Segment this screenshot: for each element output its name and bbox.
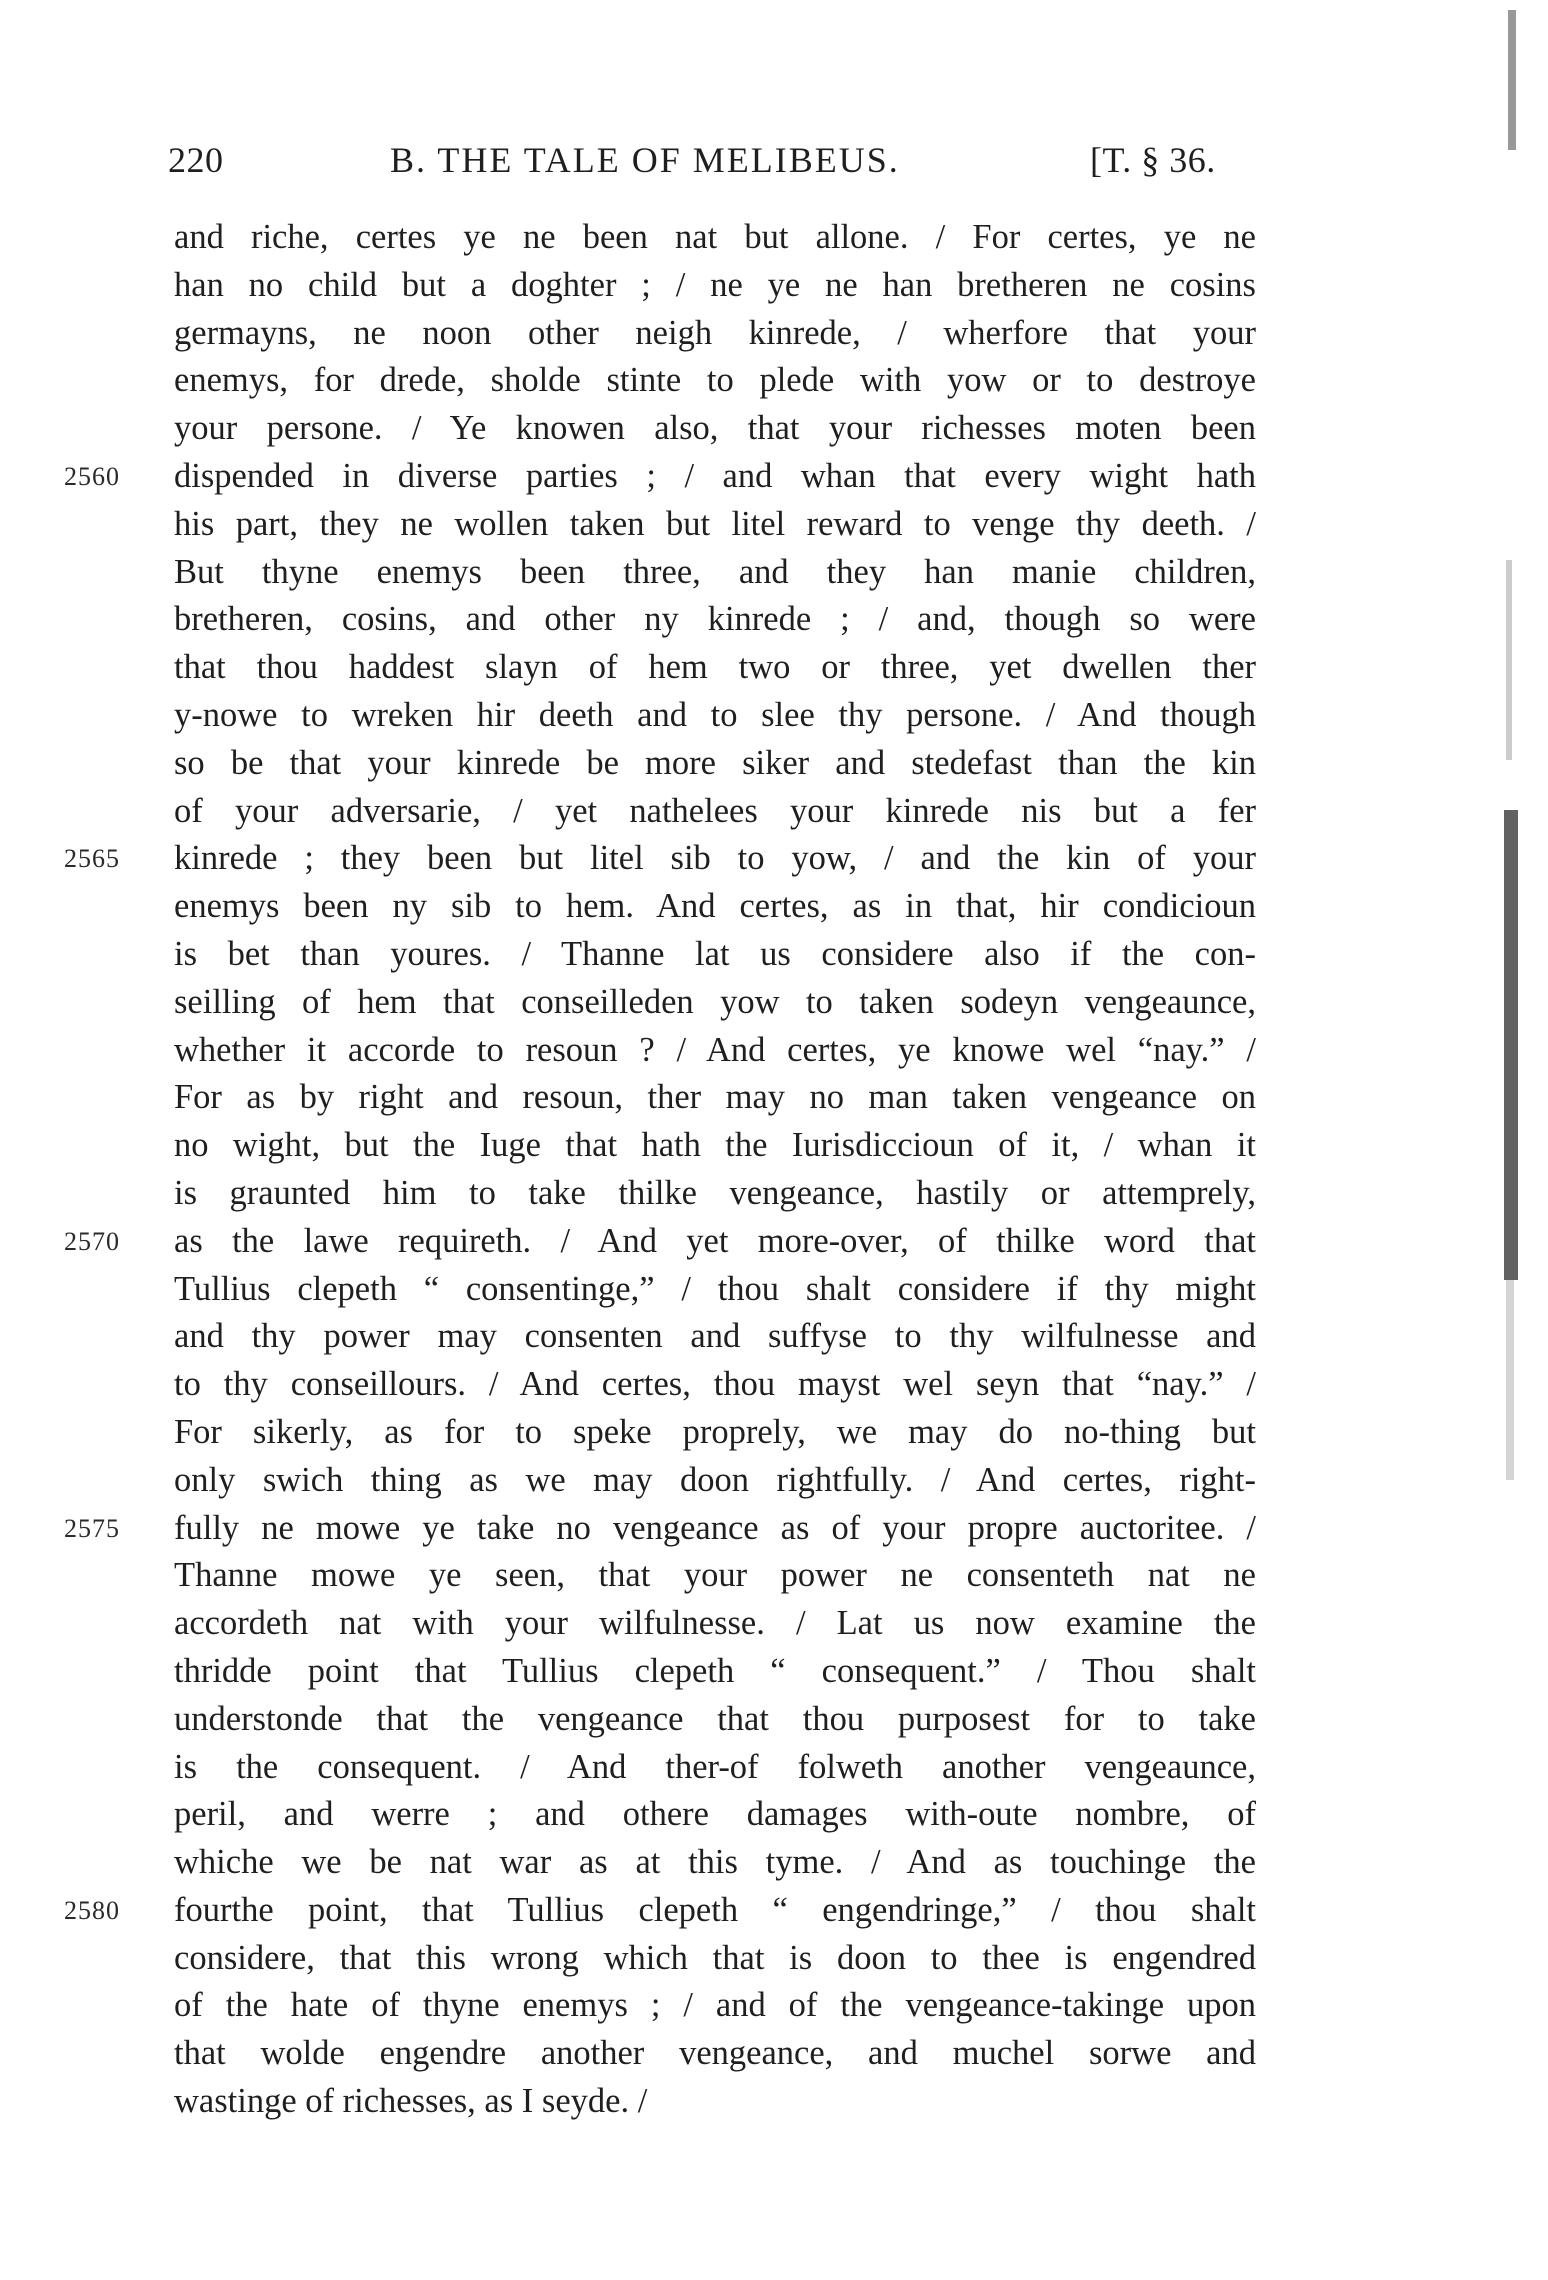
- line-text: that thou haddest slayn of hem two or three, yet dwellen ther: [174, 648, 1256, 687]
- line-text: that wolde engendre another vengeance, and muchel sorwe and: [174, 2034, 1256, 2073]
- text-line: [64, 835, 1256, 883]
- line-text: fourthe point, that Tullius clepeth “ engendringe,” / thou shalt: [174, 1890, 1256, 1929]
- line-text: no wight, but the Iuge that hath the Iurisdiccioun of it, / whan it: [174, 1126, 1256, 1165]
- line-text: and thy power may consenten and suffyse to thy wilfulnesse and: [174, 1317, 1256, 1356]
- text-line: [174, 979, 1256, 1027]
- line-text: seilling of hem that conseilleden yow to taken sodeyn vengeaunce,: [174, 982, 1256, 1021]
- text-line: [64, 1505, 1256, 1553]
- text-line: [174, 1361, 1256, 1409]
- line-number: 2575: [64, 1513, 120, 1543]
- line-text: accordeth nat with your wilfulnesse. / Lat us now examine the: [174, 1604, 1256, 1643]
- line-text: wastinge of richesses, as I seyde. /: [174, 2082, 648, 2121]
- text-line: [174, 883, 1256, 931]
- text-line: [174, 1600, 1256, 1648]
- line-text: to thy conseillours. / And certes, thou mayst wel seyn that “nay.” /: [174, 1365, 1256, 1404]
- line-text: his part, they ne wollen taken but litel reward to venge thy deeth. /: [174, 504, 1256, 543]
- text-line: [174, 1122, 1256, 1170]
- line-text: whiche we be nat war as at this tyme. / And as touchinge the: [174, 1843, 1256, 1882]
- line-text: thridde point that Tullius clepeth “ consequent.” / Thou shalt: [174, 1651, 1256, 1690]
- line-text: y-nowe to wreken hir deeth and to slee thy persone. / And though: [174, 695, 1256, 734]
- line-text: peril, and werre ; and othere damages with-oute nombre, of: [174, 1795, 1256, 1834]
- text-line: [174, 501, 1256, 549]
- text-line: [174, 310, 1256, 358]
- running-title: B. THE TALE OF MELIBEUS.: [390, 140, 900, 180]
- section-reference: [T. § 36.: [1090, 140, 1216, 180]
- line-text: only swich thing as we may doon rightfully. / And certes, right-: [174, 1460, 1256, 1499]
- edge-shadow-middle: [1504, 810, 1518, 1280]
- line-text: germayns, ne noon other neigh kinrede, / wherfore that your: [174, 313, 1256, 352]
- line-text: so be that your kinrede be more siker and stedefast than the kin: [174, 743, 1256, 782]
- line-text: Thanne mowe ye seen, that your power ne consenteth nat ne: [174, 1556, 1256, 1595]
- line-text: considere, that this wrong which that is doon to thee is engendred: [174, 1938, 1256, 1977]
- line-text: whether it accorde to resoun ? / And certes, ye knowe wel “nay.” /: [174, 1030, 1256, 1069]
- line-text: han no child but a doghter ; / ne ye ne han bretheren ne cosins: [174, 265, 1256, 304]
- line-text: But thyne enemys been three, and they han manie children,: [174, 552, 1256, 591]
- line-number: 2560: [64, 461, 120, 491]
- scan-edge-artifact: [1496, 0, 1522, 2280]
- page-number: 220: [168, 140, 224, 180]
- text-line: [174, 1791, 1256, 1839]
- line-text: is graunted him to take thilke vengeance, hastily or attemprely,: [174, 1173, 1256, 1212]
- line-text: and riche, certes ye ne been nat but allone. / For certes, ye ne: [174, 218, 1256, 256]
- text-line: [174, 1027, 1256, 1075]
- text-line: [174, 1839, 1256, 1887]
- line-text: For as by right and resoun, ther may no man taken vengeance on: [174, 1078, 1256, 1117]
- line-text: enemys been ny sib to hem. And certes, as in that, hir condicioun: [174, 887, 1256, 926]
- text-line: [174, 2078, 1256, 2126]
- text-line: [174, 262, 1256, 310]
- edge-shadow-lower: [1506, 1280, 1514, 1480]
- line-text: dispended in diverse parties ; / and whan that every wight hath: [174, 456, 1256, 495]
- text-line: [174, 1696, 1256, 1744]
- line-text: as the lawe requireth. / And yet more-over, of thilke word that: [174, 1221, 1256, 1260]
- text-line: [64, 453, 1256, 501]
- edge-shadow-upper: [1506, 560, 1512, 760]
- text-line: [174, 692, 1256, 740]
- text-line: [174, 1648, 1256, 1696]
- text-line: [174, 1409, 1256, 1457]
- line-text: Tullius clepeth “ consentinge,” / thou shalt considere if thy might: [174, 1269, 1256, 1308]
- text-line: [174, 1313, 1256, 1361]
- text-line: [174, 357, 1256, 405]
- body-text: [64, 214, 1256, 2126]
- text-line: [174, 596, 1256, 644]
- text-line: [174, 2030, 1256, 2078]
- text-line: [174, 214, 1256, 262]
- text-line: [174, 740, 1256, 788]
- line-number: 2565: [64, 844, 120, 874]
- line-number: 2580: [64, 1895, 120, 1925]
- text-line: [64, 1218, 1256, 1266]
- line-text: of the hate of thyne enemys ; / and of the vengeance-takinge upon: [174, 1986, 1256, 2025]
- text-line: [174, 1074, 1256, 1122]
- text-line: [174, 931, 1256, 979]
- line-text: your persone. / Ye knowen also, that your richesses moten been: [174, 409, 1256, 448]
- edge-shadow-top: [1508, 10, 1516, 150]
- text-line: [64, 1887, 1256, 1935]
- running-head: [0, 136, 1548, 184]
- line-text: of your adversarie, / yet nathelees your kinrede nis but a fer: [174, 791, 1256, 830]
- line-text: kinrede ; they been but litel sib to yow, / and the kin of your: [174, 839, 1256, 878]
- text-line: [174, 549, 1256, 597]
- line-text: is the consequent. / And ther-of folweth another vengeaunce,: [174, 1747, 1256, 1786]
- text-line: [174, 1457, 1256, 1505]
- text-line: [174, 1935, 1256, 1983]
- text-line: [174, 1170, 1256, 1218]
- text-line: [174, 1266, 1256, 1314]
- line-number: 2570: [64, 1226, 120, 1256]
- line-text: is bet than youres. / Thanne lat us considere also if the con-: [174, 934, 1256, 973]
- line-text: enemys, for drede, sholde stinte to plede with yow or to destroye: [174, 361, 1256, 400]
- line-text: For sikerly, as for to speke proprely, we may do no-thing but: [174, 1412, 1256, 1451]
- line-text: bretheren, cosins, and other ny kinrede ; / and, though so were: [174, 600, 1256, 639]
- text-line: [174, 644, 1256, 692]
- text-line: [174, 1982, 1256, 2030]
- text-line: [174, 788, 1256, 836]
- line-text: fully ne mowe ye take no vengeance as of your propre auctoritee. /: [174, 1508, 1256, 1547]
- text-line: [174, 405, 1256, 453]
- line-text: understonde that the vengeance that thou purposest for to take: [174, 1699, 1256, 1738]
- text-line: [174, 1552, 1256, 1600]
- text-line: [174, 1744, 1256, 1792]
